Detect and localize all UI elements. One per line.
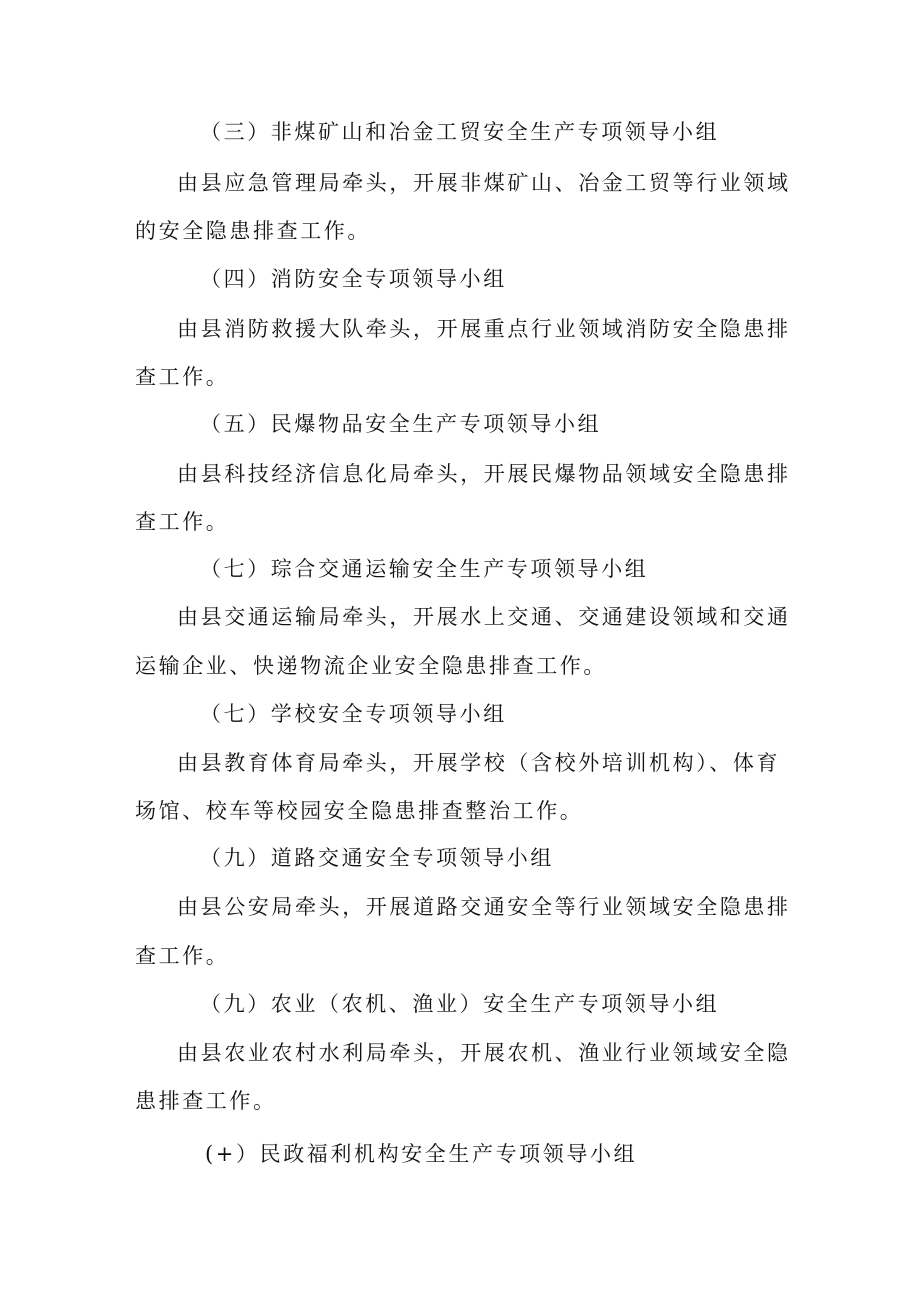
section-body-line: 由县公安局牵头，开展道路交通安全等行业领域安全隐患排 xyxy=(177,895,791,919)
section-body-line: 查工作。 xyxy=(135,365,230,389)
section-body-line: 查工作。 xyxy=(135,510,230,534)
section-body-line: 查工作。 xyxy=(135,944,230,968)
section-body-line: 由县交通运输局牵头，开展水上交通、交通建设领域和交通 xyxy=(177,605,791,629)
section-heading: （九）农业（农机、渔业）安全生产专项领导小组 xyxy=(200,992,720,1016)
section-heading: （四）消防安全专项领导小组 xyxy=(200,267,507,291)
section-heading: （三）非煤矿山和冶金工贸安全生产专项领导小组 xyxy=(200,120,720,144)
section-body-line: 的安全隐患排查工作。 xyxy=(135,219,371,243)
section-body-line: 由县农业农村水利局牵头，开展农机、渔业行业领域安全隐 xyxy=(177,1041,791,1065)
section-body-line: 由县消防救援大队牵头，开展重点行业领域消防安全隐患排 xyxy=(177,317,791,341)
section-body-line: 由县教育体育局牵头，开展学校（含校外培训机构）、体育 xyxy=(177,751,781,775)
section-body-line: 场馆、校车等校园安全隐患排查整治工作。 xyxy=(135,799,584,823)
section-body-line: 由县应急管理局牵头，开展非煤矿山、冶金工贸等行业领域 xyxy=(177,171,791,195)
section-body-line: 患排查工作。 xyxy=(135,1089,277,1113)
section-heading: （七）琮合交通运输安全生产专项领导小组 xyxy=(200,557,649,581)
section-heading: (+）民政福利机构安全生产专项领导小组 xyxy=(205,1142,638,1166)
section-body-line: 运输企业、快递物流企业安全隐患排查工作。 xyxy=(135,654,607,678)
section-heading: （七）学校安全专项领导小组 xyxy=(200,702,507,726)
section-body-line: 由县科技经济信息化局牵头，开展民爆物品领域安全隐患排 xyxy=(177,462,791,486)
section-heading: （五）民爆物品安全生产专项领导小组 xyxy=(200,412,602,436)
section-heading: （九）道路交通安全专项领导小组 xyxy=(200,846,554,870)
